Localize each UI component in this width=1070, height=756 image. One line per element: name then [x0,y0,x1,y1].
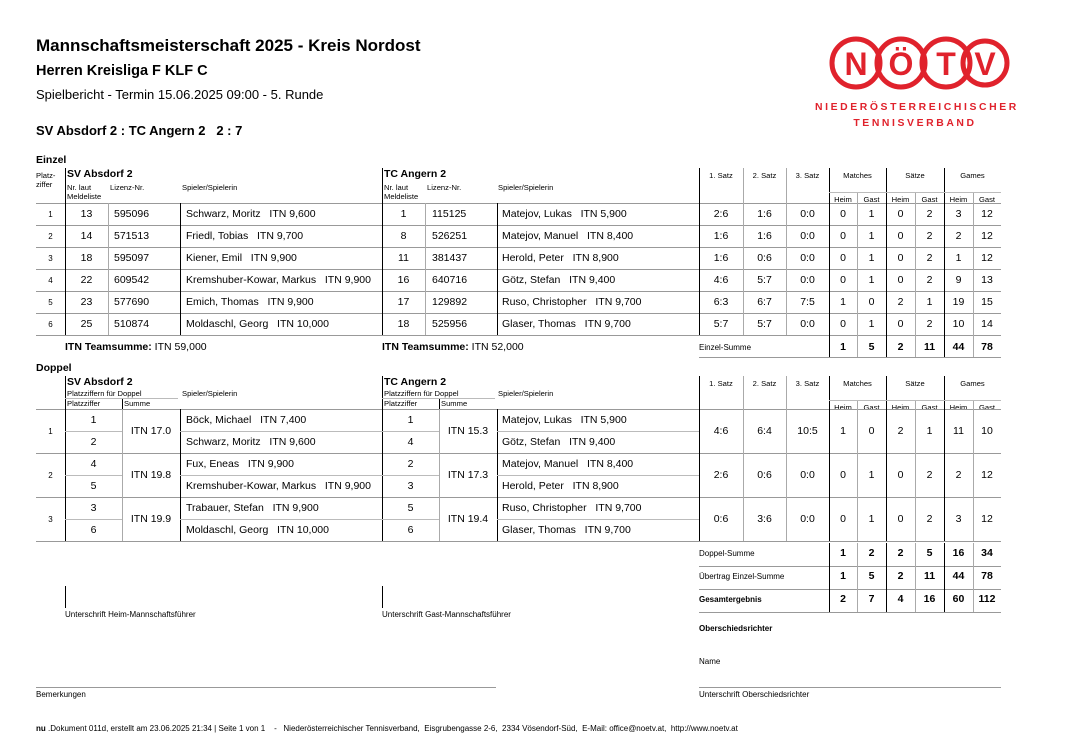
satz3-header: 3. Satz [795,171,820,180]
einzel-guest-nr: 17 [397,296,410,308]
einzel-pos: 1 [48,210,53,219]
report-info: Spielbericht - Termin 15.06.2025 09:00 - 5. Runde [36,87,324,102]
doppel-gh: 2 [955,469,962,481]
einzel-home-lizenz: 510874 [114,318,150,330]
einzel-guest-player: Herold, Peter ITN 8,900 [502,252,619,264]
carry-sum-gg: 78 [981,570,993,582]
heim-header-1: Heim [891,195,910,204]
einzel-mh: 1 [840,296,846,308]
doppel-sh: 0 [897,469,904,481]
einzel-home-nr: 25 [80,318,93,330]
satz2-header: 2. Satz [752,171,777,180]
total-result-gh: 60 [952,593,965,605]
doppel-guest-sum: ITN 19.4 [447,513,489,525]
einzel-gg: 15 [981,296,993,308]
einzel-home-player: Kiener, Emil ITN 9,900 [186,252,297,264]
games-header: Games [960,379,985,388]
einzel-mg: 1 [868,318,875,330]
doppel-sg: 2 [926,469,933,481]
doppel-home-team: SV Absdorf 2 [67,376,133,388]
matches-header: Matches [843,379,872,388]
doppel-guest-pz1: 5 [407,502,414,514]
einzel-mg: 0 [868,296,875,308]
einzel-guest-team: TC Angern 2 [384,168,447,180]
einzel-home-player: Schwarz, Moritz ITN 9,600 [186,208,316,220]
einzel-home-spieler-label: Spieler/Spielerin [182,183,238,192]
doppel-guest-pz2: 4 [407,436,414,448]
doppel-guest-player2: Götz, Stefan ITN 9,400 [502,436,616,448]
gast-header-0: Gast [863,195,880,204]
doppel-home-pz2: 2 [90,436,97,448]
einzel-home-lizenz: 571513 [114,230,150,242]
noetv-logo-circles [820,36,1010,94]
doppel-pos: 2 [48,471,53,480]
einzel-gg: 12 [981,230,993,242]
doppel-gh: 3 [955,513,962,525]
einzel-mg: 1 [868,230,875,242]
einzel-sum-mh: 1 [840,341,846,353]
einzel-guest-lizenz: 640716 [432,274,468,286]
doppel-home-pz2: 5 [90,480,97,492]
doppel-home-sum: ITN 17.0 [130,425,172,437]
einzel-home-lizenz: 609542 [114,274,150,286]
carry-sum-label: Übertrag Einzel-Summe [699,572,785,581]
einzel-sg: 2 [926,230,933,242]
einzel-home-lizenz: 577690 [114,296,150,308]
doppel-sum-mg: 2 [868,547,875,559]
einzel-home-nr-label: Nr. laut Meldeliste [67,183,102,201]
einzel-s2: 5:7 [757,318,772,330]
referee-name-label: Name [699,657,721,666]
einzel-home-nr: 22 [80,274,93,286]
satz2-header: 2. Satz [752,379,777,388]
doppel-guest-player1: Matejov, Manuel ITN 8,400 [502,458,634,470]
einzel-pos: 3 [48,254,53,263]
einzel-home-nr: 18 [80,252,93,264]
guest-captain-signature-label: Unterschrift Gast-Mannschaftsführer [382,610,511,619]
doppel-home-platzziffer: Platzziffer [67,399,101,408]
doppel-home-pz1: 4 [90,458,97,470]
einzel-guest-nr-label: Nr. laut Meldeliste [384,183,419,201]
platz-label: Platz- ziffer [36,171,56,189]
doppel-s3: 0:0 [800,513,815,525]
doppel-home-spieler-label: Spieler/Spielerin [182,389,238,398]
einzel-home-team: SV Absdorf 2 [67,168,133,180]
satz1-header: 1. Satz [709,379,733,388]
einzel-guest-nr: 16 [397,274,410,286]
einzel-mh: 0 [840,230,846,242]
saetze-header: Sätze [905,171,925,180]
einzel-home-nr: 14 [80,230,93,242]
doppel-guest-pz1: 1 [407,414,414,426]
einzel-s3: 0:0 [800,230,815,242]
einzel-home-itn-sum: ITN Teamsumme: ITN 59,000 [65,341,207,353]
doppel-sh: 2 [897,425,904,437]
einzel-s1: 1:6 [713,252,729,264]
doppel-pos: 1 [48,427,53,436]
einzel-sg: 2 [926,252,933,264]
doppel-pos: 3 [48,515,53,524]
heim-header-0: Heim [834,403,852,412]
doppel-guest-pz-label: Platzziffern für Doppel [384,389,459,398]
einzel-s1: 2:6 [713,208,729,220]
einzel-guest-lizenz: 129892 [432,296,468,308]
einzel-s3: 0:0 [800,208,815,220]
einzel-gh: 1 [955,252,962,264]
einzel-sg: 2 [926,318,933,330]
einzel-home-lizenz: 595096 [114,208,150,220]
doppel-home-player1: Böck, Michael ITN 7,400 [186,414,307,426]
doppel-sum-sg: 5 [926,547,933,559]
doppel-s1: 4:6 [713,425,729,437]
einzel-guest-nr: 1 [400,208,407,220]
doppel-sh: 0 [897,513,904,525]
einzel-guest-player: Matejov, Manuel ITN 8,400 [502,230,634,242]
heim-header-2: Heim [949,403,968,412]
einzel-mh: 0 [840,318,846,330]
einzel-gh: 3 [955,208,962,220]
einzel-guest-player: Glaser, Thomas ITN 9,700 [502,318,631,330]
doppel-home-summe: Summe [124,399,151,408]
doppel-s2: 3:6 [757,513,772,525]
doppel-guest-pz2: 3 [407,480,414,492]
heim-header-2: Heim [949,195,968,204]
gast-header-1: Gast [921,403,938,412]
doppel-mg: 0 [868,425,875,437]
satz1-header: 1. Satz [709,171,733,180]
logo-letter-n: N [844,46,868,82]
doppel-mg: 1 [868,469,875,481]
einzel-s1: 6:3 [713,296,729,308]
einzel-guest-player: Ruso, Christopher ITN 9,700 [502,296,642,308]
einzel-gg: 13 [981,274,993,286]
doppel-mh: 1 [840,425,846,437]
logo-line1: NIEDERÖSTERREICHISCHER [815,102,1019,113]
einzel-gg: 14 [981,318,993,330]
einzel-guest-player: Götz, Stefan ITN 9,400 [502,274,616,286]
einzel-sh: 0 [897,208,904,220]
doppel-home-pz-label: Platzziffern für Doppel [67,389,142,398]
einzel-sg: 1 [926,296,933,308]
doppel-guest-team: TC Angern 2 [384,376,447,388]
doppel-s3: 10:5 [797,425,818,437]
page-title: Mannschaftsmeisterschaft 2025 - Kreis Nordost [36,36,421,55]
gast-header-2: Gast [978,403,996,412]
total-result-gg: 112 [978,593,996,605]
doppel-home-sum: ITN 19.9 [130,513,172,525]
league-name: Herren Kreisliga F KLF C [36,63,208,79]
gast-header-0: Gast [863,403,880,412]
einzel-sum-gh: 44 [952,341,965,353]
doppel-guest-player2: Herold, Peter ITN 8,900 [502,480,619,492]
einzel-s1: 1:6 [713,230,729,242]
einzel-pos: 4 [48,276,53,285]
saetze-header: Sätze [905,379,925,388]
einzel-guest-lizenz: 526251 [432,230,468,242]
einzel-s2: 1:6 [757,208,772,220]
doppel-guest-platzziffer: Platzziffer [384,399,418,408]
einzel-sh: 0 [897,252,904,264]
einzel-sg: 2 [926,274,933,286]
doppel-home-pz1: 1 [90,414,97,426]
total-result-mh: 2 [840,593,846,605]
carry-sum-mh: 1 [840,570,846,582]
doppel-gg: 12 [981,469,993,481]
doppel-gg: 10 [981,425,993,437]
heim-header-1: Heim [891,403,910,412]
einzel-guest-spieler-label: Spieler/Spielerin [498,183,554,192]
carry-sum-sg: 11 [923,570,936,582]
referee-title: Oberschiedsrichter [699,624,773,633]
einzel-gg: 12 [981,252,993,264]
doppel-guest-sum: ITN 15.3 [447,425,489,437]
einzel-sum-mg: 5 [868,341,875,353]
einzel-s2: 0:6 [757,252,772,264]
einzel-gh: 9 [955,274,962,286]
doppel-home-player1: Fux, Eneas ITN 9,900 [186,458,294,470]
einzel-home-player: Emich, Thomas ITN 9,900 [186,296,314,308]
total-result-label: Gesamtergebnis [699,595,762,604]
doppel-home-pz1: 3 [90,502,97,514]
noetv-logo [815,36,1019,131]
doppel-sum-sh: 2 [897,547,904,559]
einzel-s2: 1:6 [757,230,772,242]
home-captain-signature-label: Unterschrift Heim-Mannschaftsführer [65,610,196,619]
gast-header-2: Gast [978,195,996,204]
doppel-guest-summe: Summe [441,399,468,408]
heim-header-0: Heim [834,195,852,204]
einzel-sum-sg: 11 [923,341,936,353]
einzel-guest-nr: 18 [397,318,410,330]
doppel-mg: 1 [868,513,875,525]
einzel-home-nr: 23 [80,296,93,308]
einzel-s2: 6:7 [757,296,772,308]
einzel-guest-lizenz-label: Lizenz-Nr. [427,183,462,192]
einzel-sh: 0 [897,318,904,330]
doppel-sum-mh: 1 [840,547,846,559]
logo-letter-o: Ö [888,46,914,82]
matches-header: Matches [843,171,872,180]
einzel-s1: 5:7 [713,318,729,330]
einzel-gg: 12 [981,208,993,220]
einzel-s3: 0:0 [800,252,815,264]
einzel-guest-itn-sum: ITN Teamsumme: ITN 52,000 [382,341,524,353]
doppel-home-player2: Schwarz, Moritz ITN 9,600 [186,436,316,448]
doppel-home-player2: Moldaschl, Georg ITN 10,000 [186,524,329,536]
total-result-sh: 4 [897,593,904,605]
einzel-gh: 10 [952,318,965,330]
doppel-guest-player1: Ruso, Christopher ITN 9,700 [502,502,642,514]
einzel-home-nr: 13 [80,208,93,220]
doppel-mh: 0 [840,469,846,481]
doppel-home-player1: Trabauer, Stefan ITN 9,900 [186,502,319,514]
einzel-home-player: Kremshuber-Kowar, Markus ITN 9,900 [186,274,371,286]
einzel-sh: 0 [897,230,904,242]
einzel-s3: 7:5 [800,296,815,308]
einzel-mh: 0 [840,252,846,264]
doppel-home-pz2: 6 [90,524,97,536]
total-result-mg: 7 [868,593,875,605]
einzel-section-title: Einzel [36,154,67,166]
doppel-home-sum: ITN 19.8 [130,469,172,481]
einzel-gh: 2 [955,230,962,242]
carry-sum-sh: 2 [897,570,904,582]
doppel-guest-player2: Glaser, Thomas ITN 9,700 [502,524,631,536]
doppel-section-title: Doppel [36,362,72,374]
doppel-home-player2: Kremshuber-Kowar, Markus ITN 9,900 [186,480,371,492]
doppel-sg: 1 [926,425,933,437]
einzel-pos: 6 [48,320,53,329]
einzel-guest-lizenz: 381437 [432,252,468,264]
einzel-pos: 5 [48,298,53,307]
games-header: Games [960,171,985,180]
logo-letter-t: T [936,46,956,82]
doppel-sum-gh: 16 [952,547,965,559]
logo-letter-v: V [974,46,996,82]
einzel-gh: 19 [952,296,965,308]
doppel-s3: 0:0 [800,469,815,481]
einzel-s3: 0:0 [800,274,815,286]
einzel-mh: 0 [840,208,846,220]
einzel-guest-player: Matejov, Lukas ITN 5,900 [502,208,627,220]
doppel-sum-gg: 34 [981,547,993,559]
einzel-guest-lizenz: 115125 [432,208,467,220]
einzel-mg: 1 [868,274,875,286]
einzel-s2: 5:7 [757,274,772,286]
doppel-s2: 0:6 [757,469,772,481]
einzel-sh: 2 [897,296,904,308]
gast-header-1: Gast [921,195,938,204]
einzel-pos: 2 [48,232,53,241]
doppel-s1: 2:6 [713,469,729,481]
doppel-sum-label: Doppel-Summe [699,549,755,558]
einzel-mg: 1 [868,252,875,264]
doppel-s1: 0:6 [713,513,729,525]
einzel-s1: 4:6 [713,274,729,286]
einzel-guest-nr: 8 [400,230,407,242]
doppel-mh: 0 [840,513,846,525]
referee-signature-label: Unterschrift Oberschiedsrichter [699,690,810,699]
einzel-sum-gg: 78 [981,341,993,353]
match-result: SV Absdorf 2 : TC Angern 2 2 : 7 [36,123,243,138]
satz3-header: 3. Satz [795,379,820,388]
carry-sum-gh: 44 [952,570,965,582]
einzel-mg: 1 [868,208,875,220]
einzel-mh: 0 [840,274,846,286]
doppel-guest-pz2: 6 [407,524,414,536]
einzel-sum-sh: 2 [897,341,904,353]
einzel-home-player: Friedl, Tobias ITN 9,700 [186,230,304,242]
einzel-sg: 2 [926,208,933,220]
doppel-s2: 6:4 [757,425,772,437]
doppel-guest-pz1: 2 [407,458,414,470]
doppel-guest-spieler-label: Spieler/Spielerin [498,389,554,398]
doppel-sg: 2 [926,513,933,525]
remarks-label: Bemerkungen [36,690,86,699]
carry-sum-mg: 5 [868,570,875,582]
einzel-home-lizenz: 595097 [114,252,150,264]
einzel-guest-lizenz: 525956 [432,318,468,330]
doppel-gg: 12 [981,513,993,525]
einzel-home-lizenz-label: Lizenz-Nr. [110,183,145,192]
footer: nu .Dokument 011d, erstellt am 23.06.2025 21:34 | Seite 1 von 1 - Niederösterreichischer Tennisverband, Eisgrubengasse 2-6, 2334 Vösendorf-Süd, E-Mail: office@noetv.at, http://www.noetv.at [36,724,738,733]
total-result-sg: 16 [923,593,936,605]
doppel-guest-sum: ITN 17.3 [447,469,489,481]
doppel-guest-player1: Matejov, Lukas ITN 5,900 [502,414,627,426]
einzel-guest-nr: 11 [398,252,409,264]
einzel-s3: 0:0 [800,318,815,330]
einzel-home-player: Moldaschl, Georg ITN 10,000 [186,318,329,330]
doppel-gh: 11 [953,425,964,437]
einzel-sum-label: Einzel-Summe [699,343,752,352]
logo-line2: TENNISVERBAND [853,118,977,129]
einzel-sh: 0 [897,274,904,286]
